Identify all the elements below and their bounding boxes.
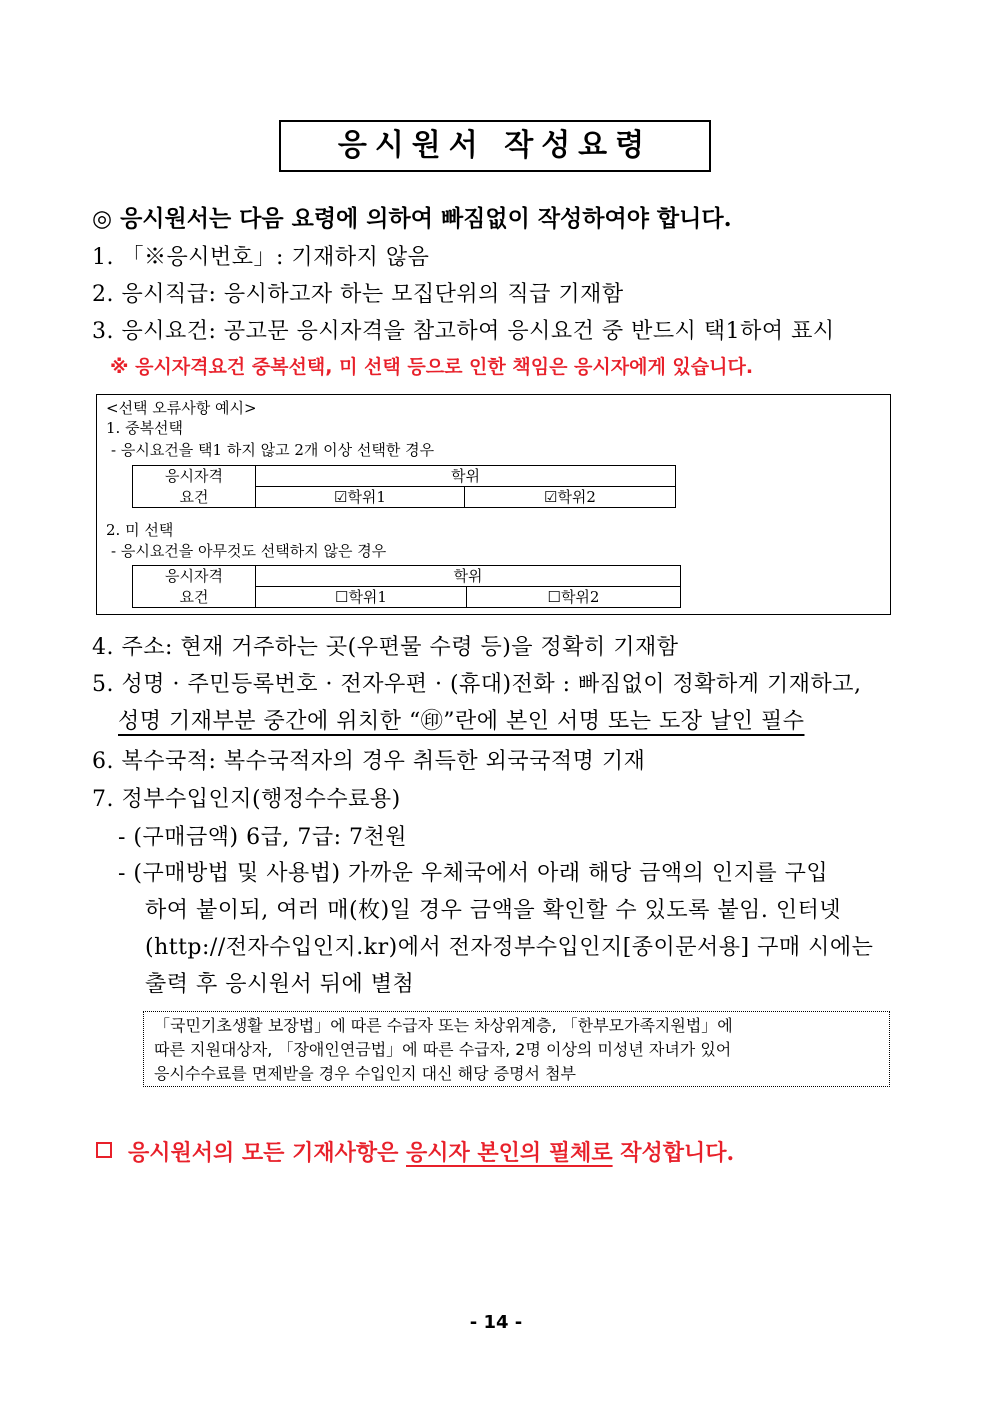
col-header: 학위: [256, 466, 676, 487]
intro-text: ◎ 응시원서는 다음 요령에 의하여 빠짐없이 작성하여야 합니다.: [92, 205, 732, 232]
final-notice: [96, 1136, 734, 1167]
case1-title: 1. 중복선택: [106, 419, 184, 437]
item-7-method-3: (http://전자수입인지.kr)에서 전자정부수입인지[종이문서용] 구매 시에는: [145, 935, 874, 960]
page-title: 응시원서 작성요령: [279, 120, 711, 172]
item-6: 6. 복수국적: 복수국적자의 경우 취득한 외국국적명 기재: [92, 749, 646, 774]
square-bullet-icon: [96, 1142, 112, 1158]
row-label-top: 응시자격: [133, 566, 256, 587]
final-text-after: 작성합니다.: [612, 1140, 735, 1166]
note-line-2: 따른 지원대상자, 「장애인연금법」에 따른 수급자, 2명 이상의 미성년 자녀가 있어: [154, 1040, 732, 1059]
item-7-method-4: 출력 후 응시원서 뒤에 별첨: [145, 972, 415, 997]
warning-text: ※ 응시자격요건 중복선택, 미 선택 등으로 인한 책임은 응시자에게 있습니다.: [110, 356, 754, 378]
case2-desc: - 응시요건을 아무것도 선택하지 않은 경우: [111, 542, 387, 560]
case2-option-2: ☐학위2: [467, 587, 681, 608]
example-header: <선택 오류사항 예시>: [106, 399, 257, 417]
row-label-bottom: 요건: [133, 587, 256, 608]
item-1: 1. 「※응시번호」: 기재하지 않음: [92, 245, 430, 270]
case1-option-1: ☑학위1: [256, 487, 465, 508]
final-text-underlined: 응시자 본인의 필체로: [406, 1140, 613, 1166]
note-line-1: 「국민기초생활 보장법」에 따른 수급자 또는 차상위계층, 「한부모가족지원법」에: [154, 1016, 733, 1035]
selection-error-example: [96, 394, 891, 615]
col-header: 학위: [256, 566, 681, 587]
case1-desc: - 응시요건을 택1 하지 않고 2개 이상 선택한 경우: [111, 441, 435, 459]
item-7: 7. 정부수입인지(행정수수료용): [92, 787, 401, 812]
case2-table: [132, 565, 681, 608]
item-4: 4. 주소: 현재 거주하는 곳(우편물 수령 등)을 정확히 기재함: [92, 635, 679, 660]
row-label-top: 응시자격: [133, 466, 256, 487]
item-2: 2. 응시직급: 응시하고자 하는 모집단위의 직급 기재함: [92, 282, 624, 307]
final-text-before: 응시원서의 모든 기재사항은: [128, 1140, 407, 1166]
item-7-method-2: 하여 붙이되, 여러 매(枚)일 경우 금액을 확인할 수 있도록 붙임. 인터넷: [145, 898, 842, 923]
case2-option-1: ☐학위1: [256, 587, 467, 608]
item-5-continued: 성명 기재부분 중간에 위치한 “㊞”란에 본인 서명 또는 도장 날인 필수: [118, 709, 805, 734]
note-line-3: 응시수수료를 면제받을 경우 수입인지 대신 해당 증명서 첨부: [154, 1064, 577, 1083]
case1-table: [132, 465, 676, 508]
exemption-note: [143, 1011, 890, 1087]
case1-option-2: ☑학위2: [465, 487, 676, 508]
row-label-bottom: 요건: [133, 487, 256, 508]
item-3: 3. 응시요건: 공고문 응시자격을 참고하여 응시요건 중 반드시 택1하여 표시: [92, 319, 835, 344]
item-7-price: - (구매금액) 6급, 7급: 7천원: [118, 825, 407, 850]
page-number: - 14 -: [469, 1312, 523, 1333]
item-7-method-1: - (구매방법 및 사용법) 가까운 우체국에서 아래 해당 금액의 인지를 구입: [118, 861, 829, 886]
case2-title: 2. 미 선택: [106, 521, 174, 539]
item-5: 5. 성명 · 주민등록번호 · 전자우편 · (휴대)전화 : 빠짐없이 정확하게 기재하고,: [92, 672, 862, 697]
